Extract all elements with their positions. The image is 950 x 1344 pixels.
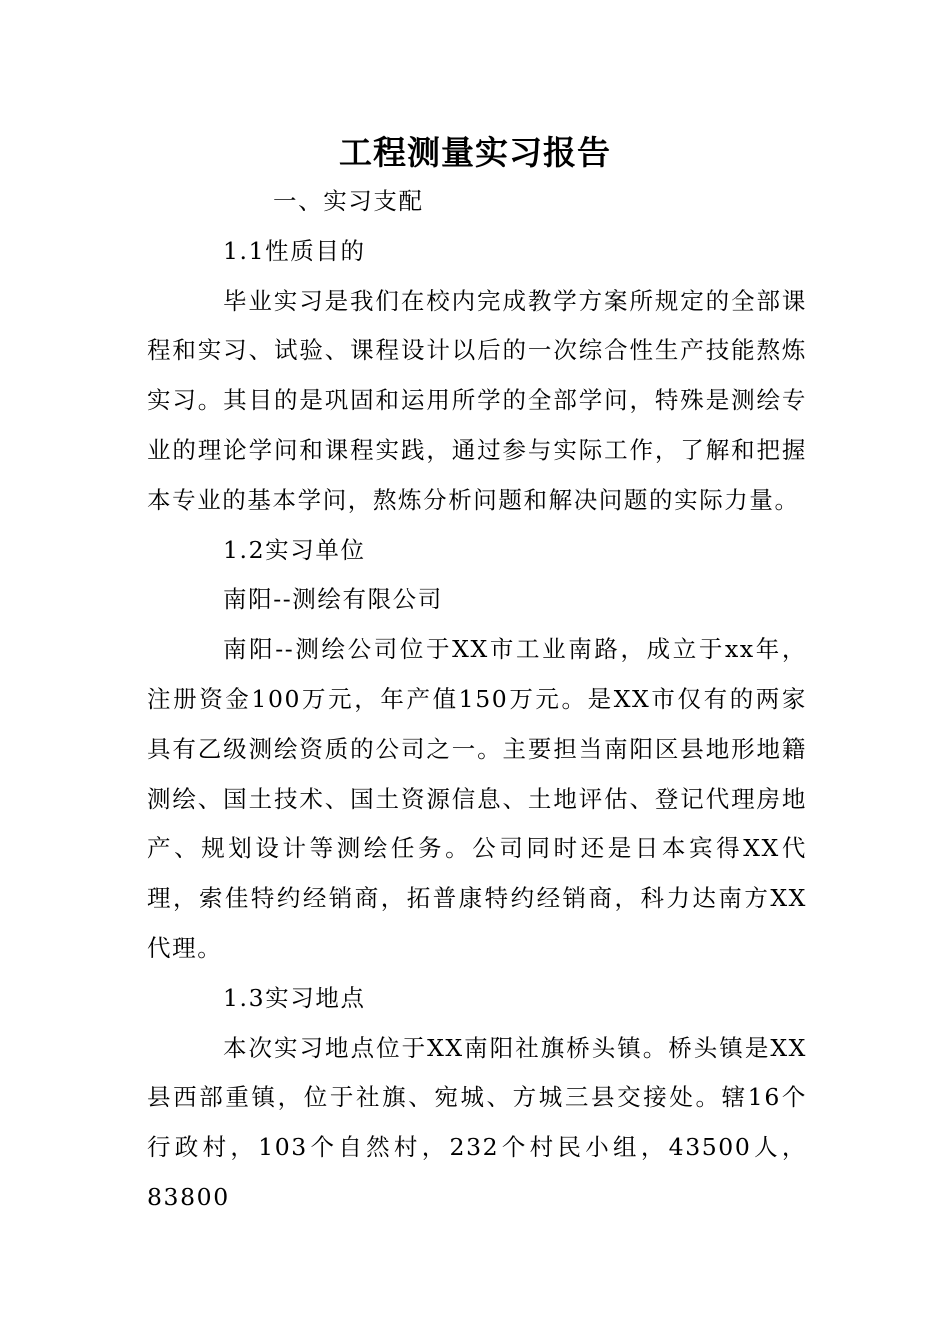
body-paragraph: 南阳--测绘公司位于XX市工业南路，成立于xx年，注册资金100万元，年产值150万元。是XX市仅有的两家具有乙级测绘资质的公司之一。主要担当南阳区县地形地籍测绘、国土技术、国土资源信息、土地评估、登记代理房地产、规划设计等测绘任务。公司同时还是日本宾得XX代理，索佳特约经销商，拓普康特约经销商，科力达南方XX代理。 <box>147 635 807 962</box>
subsection-heading: 1.2实习单位 <box>223 535 366 564</box>
section-heading: 一、实习支配 <box>273 187 424 215</box>
document-body <box>147 177 807 1223</box>
body-paragraph: 本次实习地点位于XX南阳社旗桥头镇。桥头镇是XX县西部重镇，位于社旗、宛城、方城三县交接处。辖16个行政村，103个自然村，232个村民小组，43500人，83800 <box>147 1033 807 1211</box>
subsection-heading: 1.1性质目的 <box>223 236 366 265</box>
body-paragraph: 南阳--测绘有限公司 <box>223 585 443 614</box>
document-title: 工程测量实习报告 <box>339 133 611 172</box>
body-paragraph: 毕业实习是我们在校内完成教学方案所规定的全部课程和实习、试验、课程设计以后的一次综合性生产技能熬炼实习。其目的是巩固和运用所学的全部学问，特殊是测绘专业的理论学问和课程实践，通过参与实际工作，了解和把握本专业的基本学问，熬炼分析问题和解决问题的实际力量。 <box>147 286 807 514</box>
subsection-heading: 1.3实习地点 <box>223 983 366 1012</box>
